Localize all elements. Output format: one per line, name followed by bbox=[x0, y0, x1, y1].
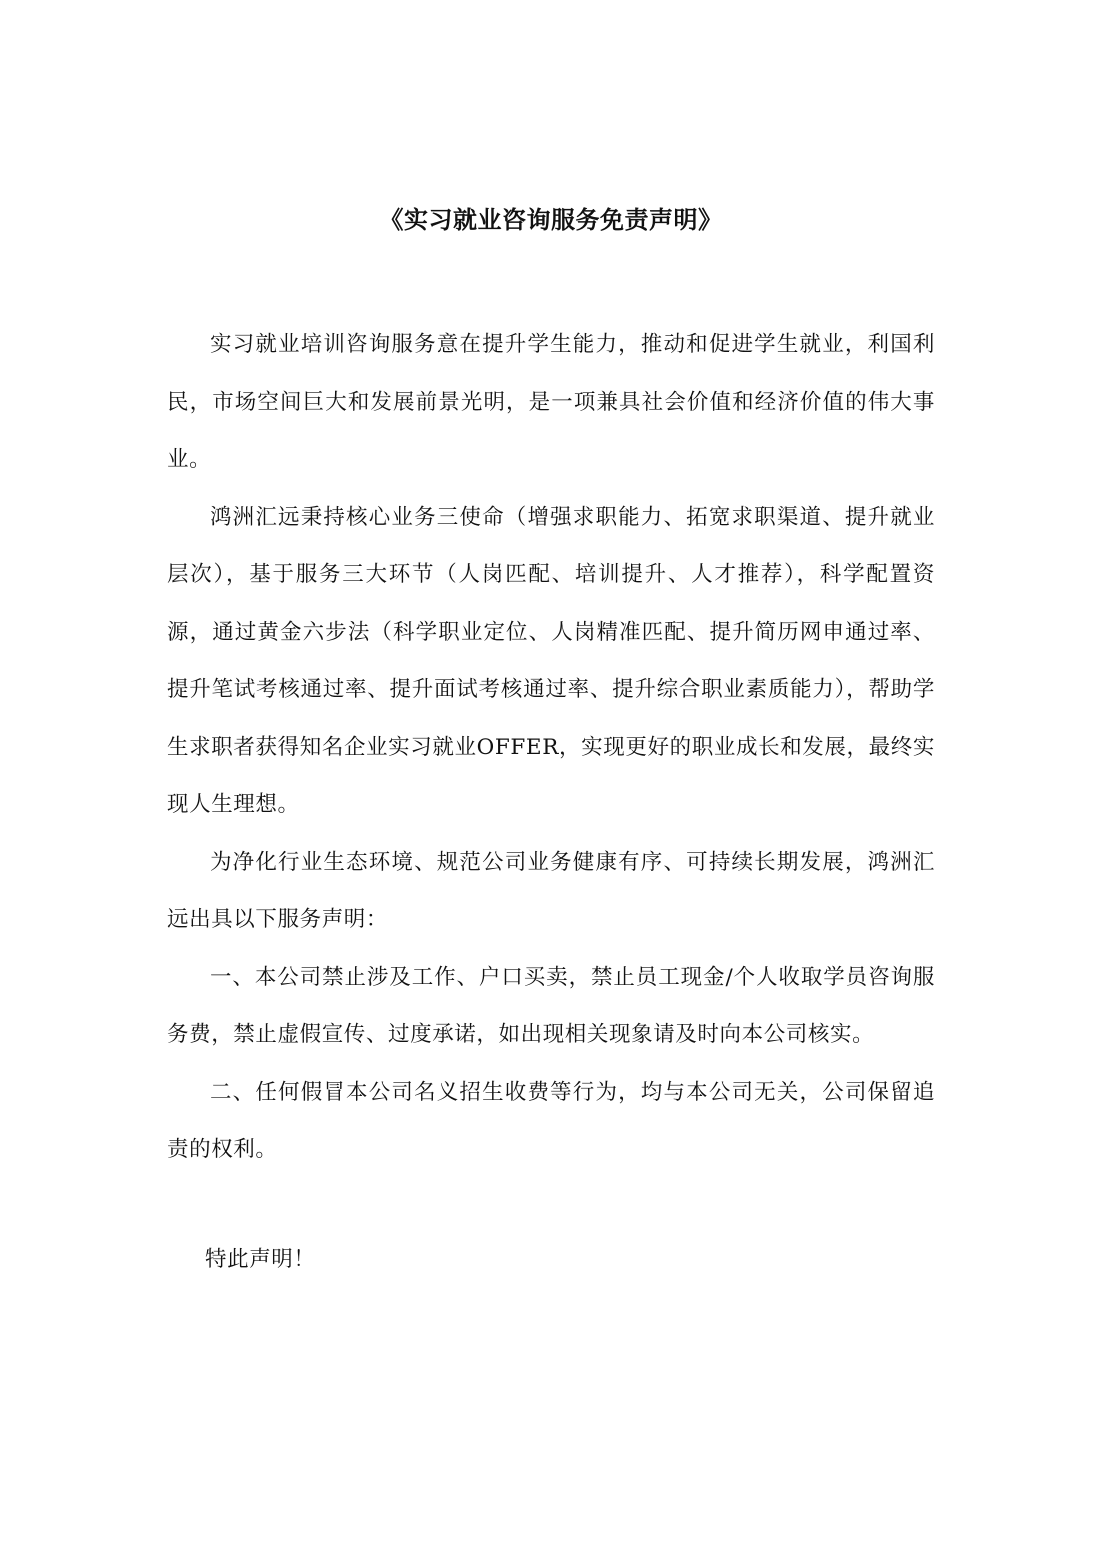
paragraph-clause-2: 二、任何假冒本公司名义招生收费等行为，均与本公司无关，公司保留追责的权利。 bbox=[167, 1079, 935, 1162]
paragraph-mission: 鸿洲汇远秉持核心业务三使命（增强求职能力、拓宽求职渠道、提升就业层次），基于服务三大环节（人岗匹配、培训提升、人才推荐），科学配置资源，通过黄金六步法（科学职业定位、人岗精准匹配、提升简历网申通过率、提升笔试考核通过率、提升面试考核通过率、提升综合职业素质能力），帮助学生求职者获得知名企业实习就业OFFER，实现更好的职业成长和发展，最终实现人生理想。 bbox=[167, 504, 935, 817]
paragraph-intro: 实习就业培训咨询服务意在提升学生能力，推动和促进学生就业，利国利民，市场空间巨大和发展前景光明，是一项兼具社会价值和经济价值的伟大事业。 bbox=[167, 332, 935, 472]
document-title: 《实习就业咨询服务免责声明》 bbox=[379, 206, 723, 234]
closing-statement: 特此声明！ bbox=[205, 1247, 316, 1272]
paragraph-statement-lead: 为净化行业生态环境、规范公司业务健康有序、可持续长期发展，鸿洲汇远出具以下服务声明： bbox=[167, 849, 935, 932]
document-body bbox=[167, 316, 935, 1179]
paragraph-clause-1: 一、本公司禁止涉及工作、户口买卖，禁止员工现金/个人收取学员咨询服务费，禁止虚假宣传、过度承诺，如出现相关现象请及时向本公司核实。 bbox=[167, 964, 935, 1047]
